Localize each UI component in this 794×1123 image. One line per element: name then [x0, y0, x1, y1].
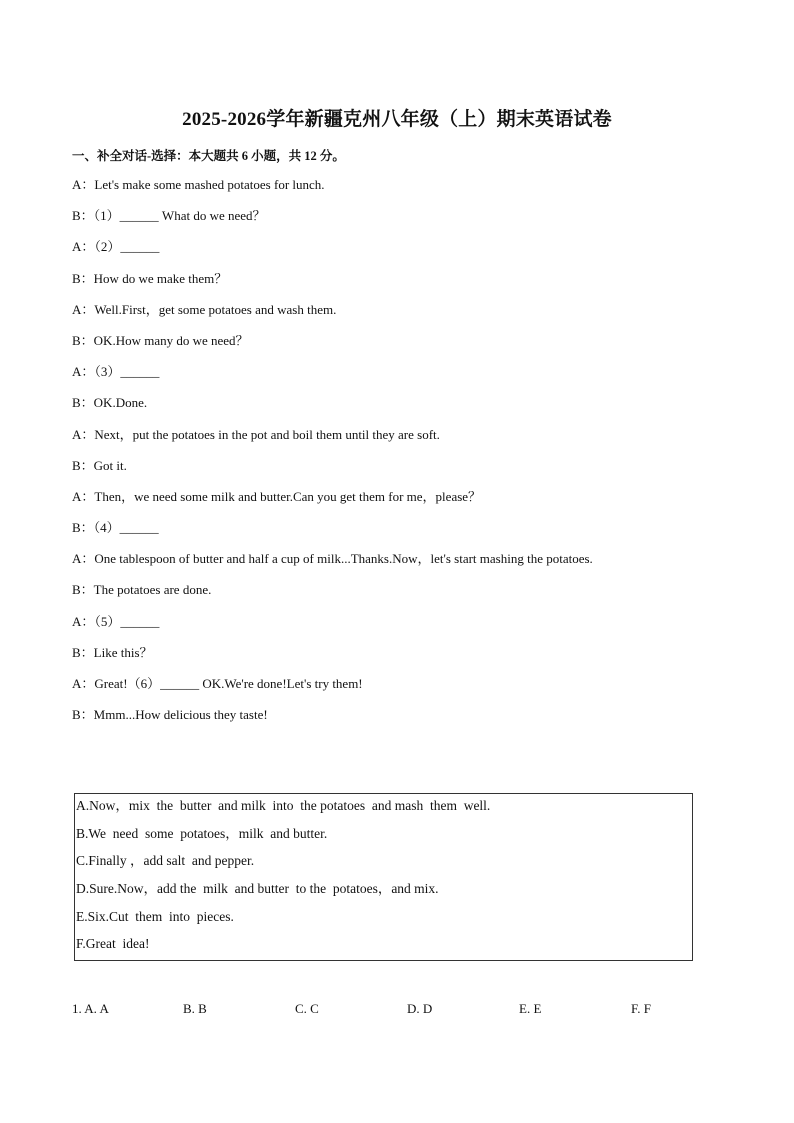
dialogue-line: A：Well.First，get some potatoes and wash them.: [72, 301, 337, 317]
dialogue-line: B：The potatoes are done.: [72, 582, 212, 598]
answer-choice-d[interactable]: D. D: [407, 1001, 433, 1016]
options-box: [74, 793, 693, 961]
dialogue-line: B：（1）______ What do we need？: [72, 208, 266, 224]
dialogue-line: A：Great!（6）______ OK.We're done!Let's try them!: [72, 676, 363, 691]
answer-choice-b[interactable]: B. B: [183, 1001, 207, 1016]
option-c: C.Finally ，add salt and pepper.: [76, 853, 255, 869]
option-b: B.We need some potatoes，milk and butter.: [76, 825, 328, 841]
option-d: D.Sure.Now，add the milk and butter to the potatoes，and mix.: [76, 881, 439, 897]
dialogue-line: A：Let's make some mashed potatoes for lunch.: [72, 177, 325, 192]
answer-choice-e[interactable]: E. E: [519, 1001, 542, 1016]
answer-choice-a[interactable]: 1. A. A: [72, 1001, 109, 1016]
dialogue-line: A：Then，we need some milk and butter.Can you get them for me，please？: [72, 488, 482, 504]
section-heading: 一、补全对话-选择：本大题共 6 小题，共 12 分。: [72, 149, 345, 163]
answer-choice-f[interactable]: F. F: [631, 1001, 651, 1016]
option-f: F.Great idea!: [76, 936, 150, 952]
dialogue-line: A：（5）______: [72, 613, 160, 629]
dialogue-line: B：How do we make them？: [72, 270, 228, 286]
exam-title: 2025-2026学年新疆克州八年级（上）期末英语试卷: [182, 109, 612, 130]
answer-choice-c[interactable]: C. C: [295, 1001, 319, 1016]
option-a: A.Now，mix the butter and milk into the potatoes and mash them well.: [76, 798, 491, 813]
dialogue-line: B：Like this？: [72, 644, 153, 660]
dialogue-line: B：Got it.: [72, 457, 127, 473]
dialogue: [72, 176, 593, 737]
dialogue-line: A：One tablespoon of butter and half a cup of milk...Thanks.Now，let's start mashing the potatoes.: [72, 551, 593, 567]
dialogue-line: B：（4）______: [72, 520, 159, 536]
dialogue-line: A：Next，put the potatoes in the pot and boil them until they are soft.: [72, 426, 440, 442]
dialogue-line: A：（2）______: [72, 239, 160, 255]
option-e: E.Six.Cut them into pieces.: [76, 908, 234, 924]
dialogue-line: B：Mmm...How delicious they taste!: [72, 707, 268, 723]
dialogue-line: B：OK.How many do we need？: [72, 332, 249, 348]
dialogue-line: B：OK.Done.: [72, 395, 148, 411]
dialogue-line: A：（3）______: [72, 364, 160, 380]
